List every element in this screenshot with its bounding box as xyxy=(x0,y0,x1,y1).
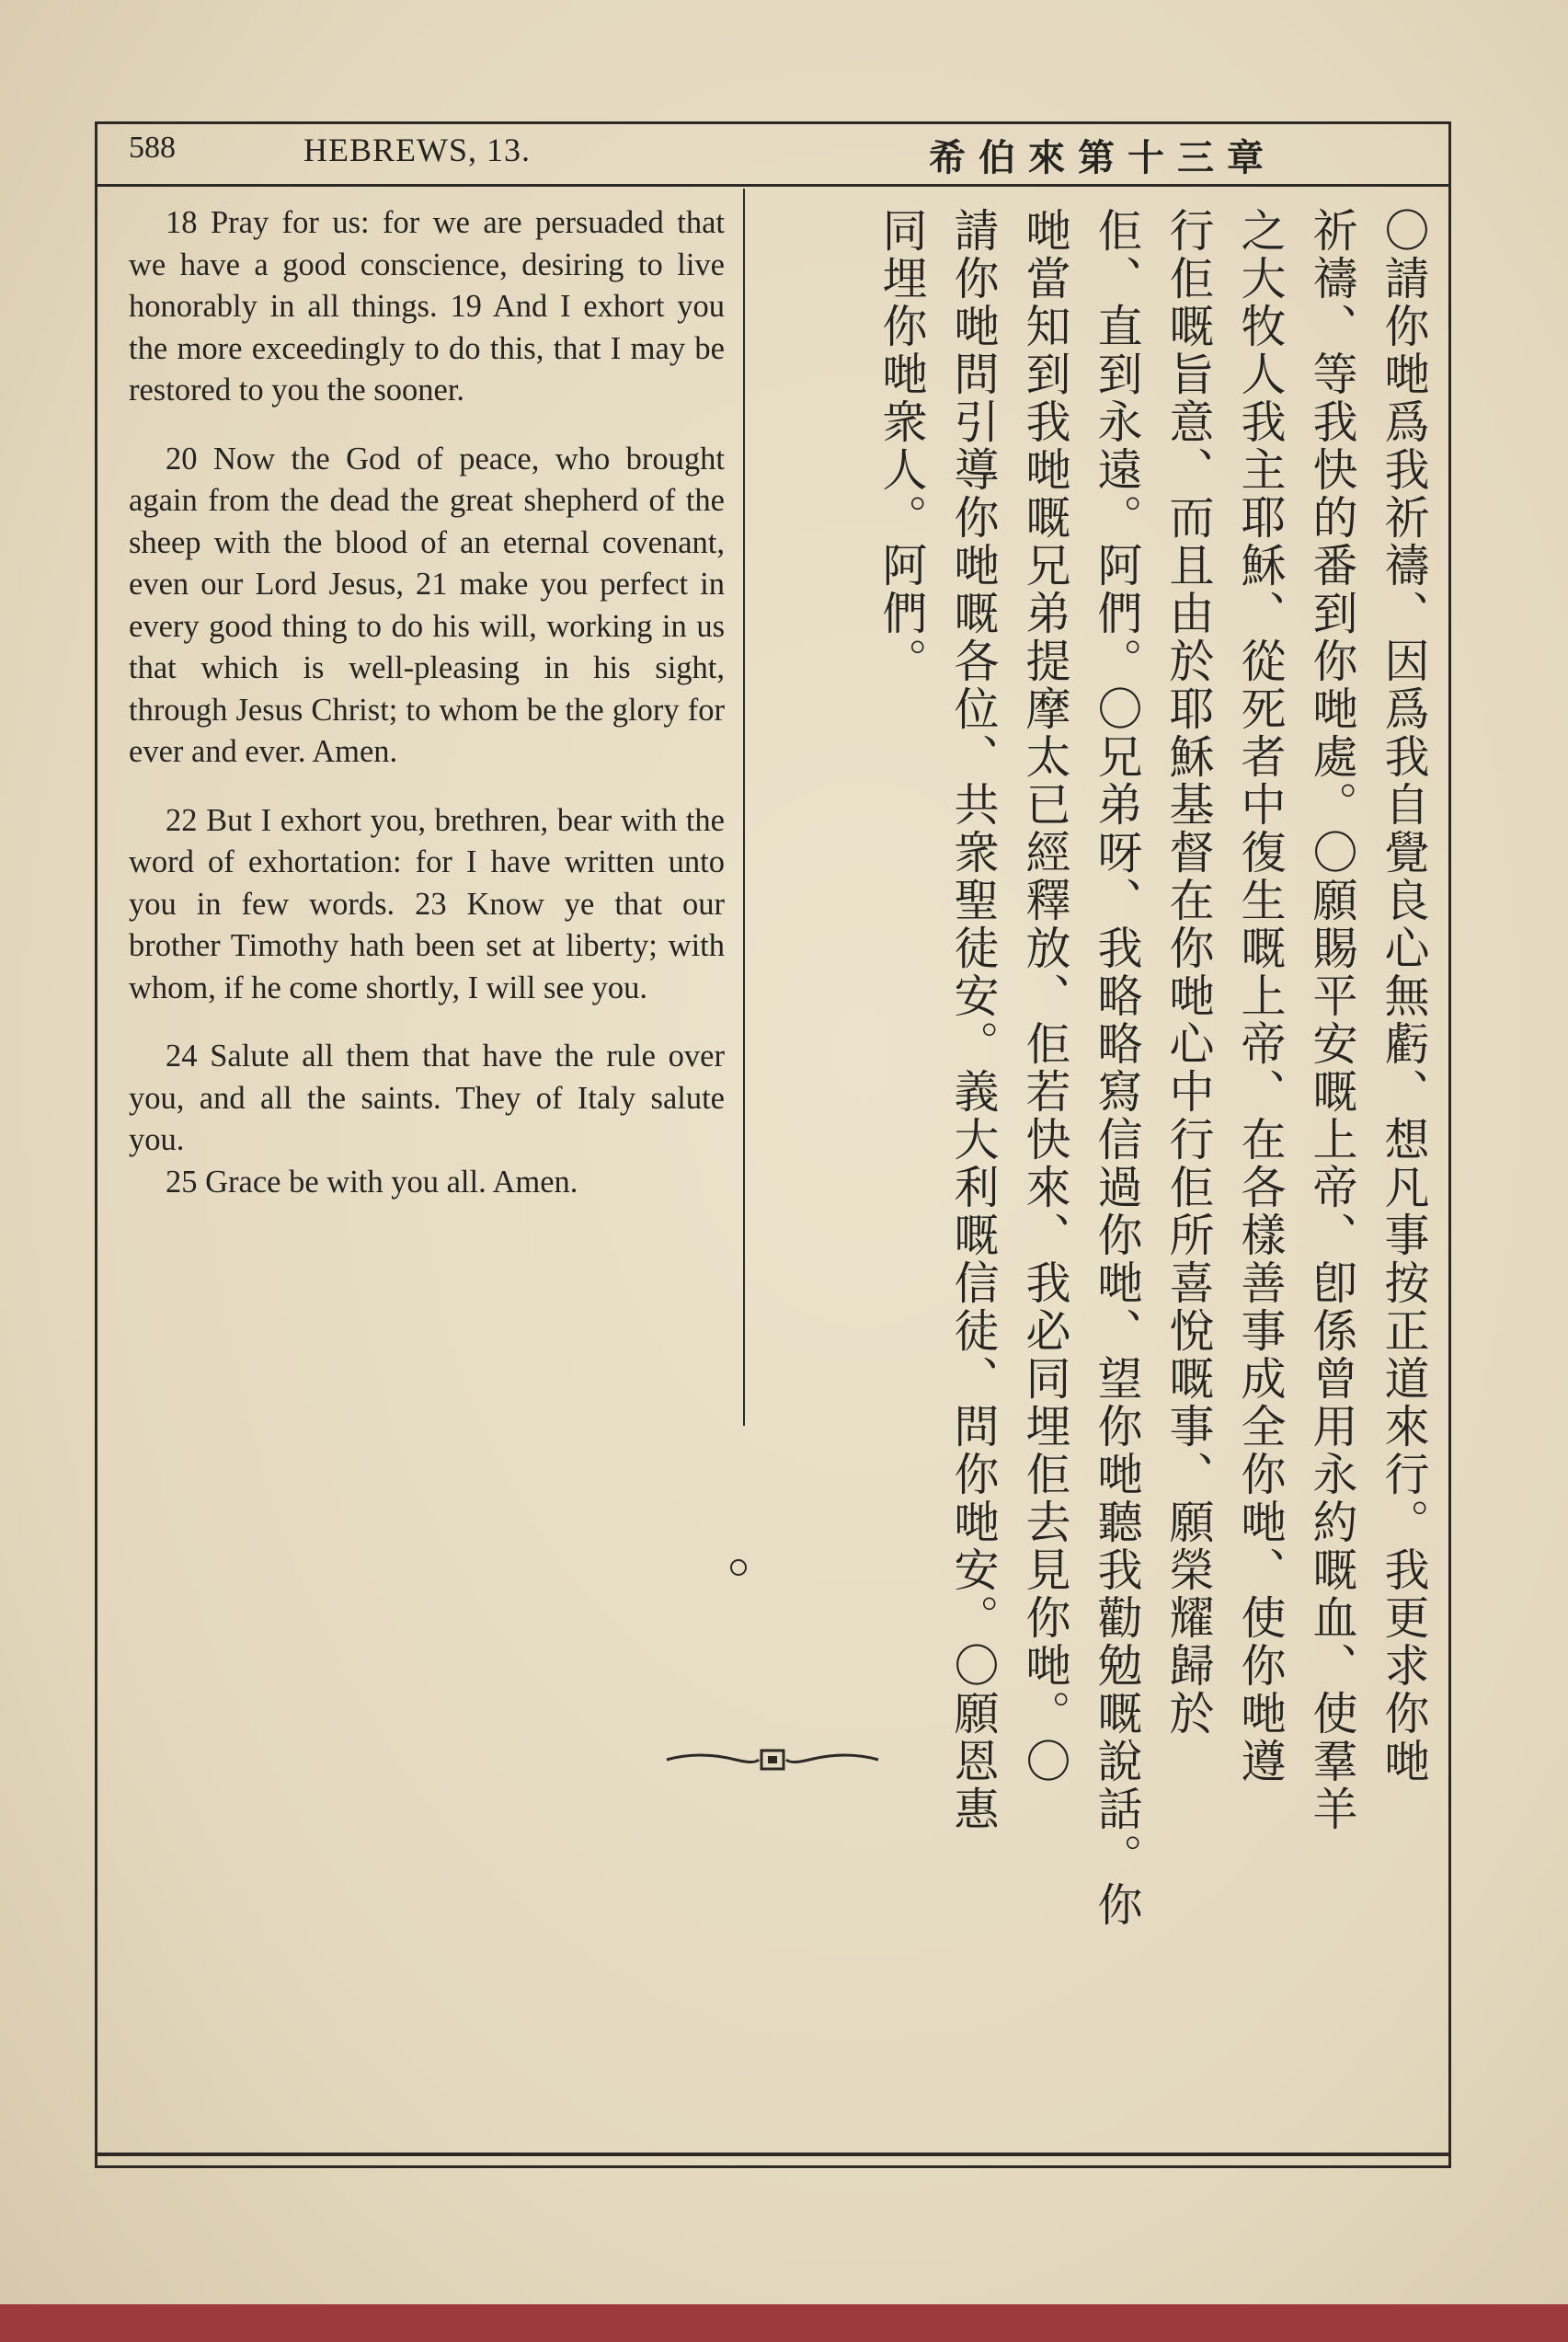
chinese-line: 〇請你哋爲我祈禱、因爲我自覺良心無虧、想凡事按正道來行。我更求你哋 xyxy=(1378,207,1430,1785)
chinese-running-head: 希伯來第十三章 xyxy=(929,137,1276,179)
chinese-line: 哋當知到我哋嘅兄弟提摩太已經釋放、佢若快來、我必同埋佢去見你哋。〇 xyxy=(1019,207,1071,1785)
chinese-line: 之大牧人我主耶穌、從死者中復生嘅上帝、在各樣善事成全你哋、使你哋遵 xyxy=(1234,207,1287,1785)
chinese-line: 同埋你哋衆人。阿們。 xyxy=(876,207,928,685)
column-divider xyxy=(743,189,745,1426)
book-edge xyxy=(0,2304,1568,2342)
chinese-line: 請你哋問引導你哋嘅各位、共衆聖徒安。義大利嘅信徒、問你哋安。〇願恩惠 xyxy=(947,207,1000,1833)
bottom-rule xyxy=(95,2153,1451,2156)
verse-paragraph-22-23: 22 But I exhort you, brethren, bear with the word of exhortation: for I have written unto you in few words. 23 Know ye that our brother Timothy hath been set at liberty; with whom, if he come shortly, I will see you. xyxy=(129,802,725,1005)
chinese-line: 佢、直到永遠。阿們。〇兄弟呀、我略略寫信過你哋、望你哋聽我勸勉嘅說話。你 xyxy=(1091,207,1143,1929)
divider-end-mark xyxy=(730,1559,747,1576)
running-head: HEBREWS, 13. xyxy=(303,132,532,168)
verse-paragraph-25: 25 Grace be with you all. Amen. xyxy=(166,1164,578,1200)
chinese-column xyxy=(754,207,1439,1929)
verse-paragraph-24: 24 Salute all them that have the rule over you, and all the saints. They of Italy salute you. xyxy=(129,1039,725,1157)
header-rule xyxy=(95,184,1451,187)
end-ornament xyxy=(662,1746,883,1774)
english-column xyxy=(129,202,725,1230)
verse-paragraph-20-21: 20 Now the God of peace, who brought again from the dead the great shepherd of the sheep with the blood of an eternal covenant, even our Lord Jesus, 21 make you perfect in every good thing to do his will, working in us that which is well-pleasing in his sight, through Jesus Christ; to whom be the glory for ever and ever. Amen. xyxy=(129,441,725,769)
chinese-line: 行佢嘅旨意、而且由於耶穌基督在你哋心中行佢所喜悅嘅事、願榮耀歸於 xyxy=(1162,207,1215,1738)
verse-paragraph-18-19: 18 Pray for us: for we are persuaded that we have a good conscience, desiring to live honorably in all things. 19 And I exhort you the more exceedingly to do this, that I may be restored to you the sooner. xyxy=(129,205,725,408)
chinese-line: 祈禱、等我快的番到你哋處。〇願賜平安嘅上帝、卽係曾用永約嘅血、使羣羊 xyxy=(1306,207,1358,1833)
page-number: 588 xyxy=(129,131,176,165)
